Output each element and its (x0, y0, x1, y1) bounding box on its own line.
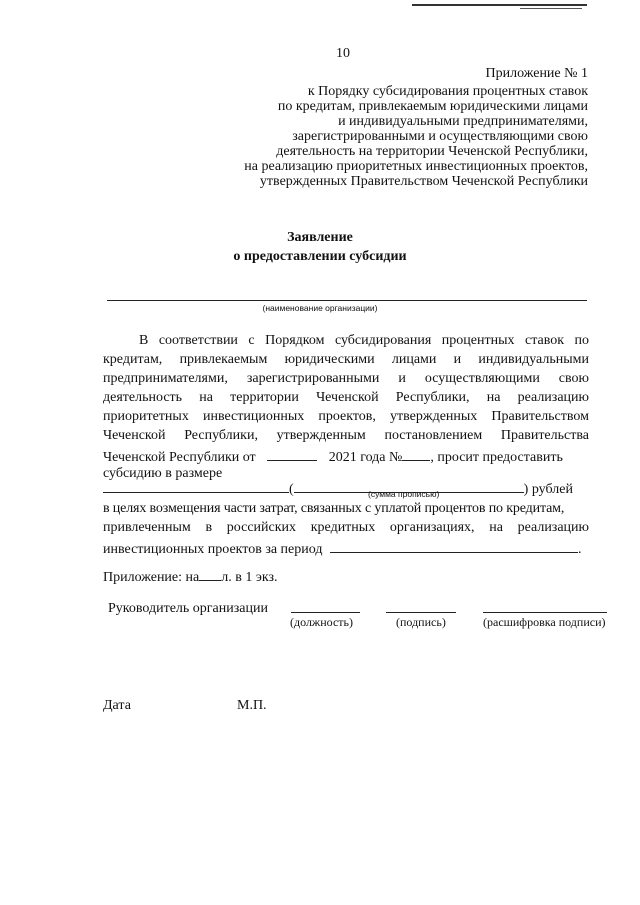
body-line: кредитам, привлекаемым юридическими лицами и индивидуальными (103, 352, 589, 367)
purpose-line-period (103, 539, 589, 558)
sign-field[interactable] (386, 612, 456, 613)
pages-field[interactable] (199, 567, 221, 581)
purpose-line: привлеченным в российских кредитных организациях, на реализацию (103, 520, 589, 535)
scan-artifact-line (412, 4, 587, 6)
appendix-line: деятельность на территории Чеченской Республики, (276, 144, 588, 159)
document-subtitle: о предоставлении субсидии (233, 249, 407, 264)
document-title: Заявление (287, 230, 353, 245)
body-line: предпринимателями, зарегистрированными и осуществляющими свою (103, 371, 589, 386)
decode-caption: (расшифровка подписи) (483, 615, 606, 629)
appendix-line: зарегистрированными и осуществляющими свою (292, 129, 588, 144)
body-line: приоритетных инвестиционных проектов, утвержденных Правительством (103, 409, 589, 424)
attachment-text: л. в 1 экз. (221, 570, 278, 585)
appendix-line: на реализацию приоритетных инвестиционных проектов, (244, 159, 588, 174)
appendix-line: по кредитам, привлекаемым юридическими лицами (277, 99, 588, 114)
stamp-label: М.П. (237, 698, 267, 713)
amount-open: ( (289, 482, 294, 497)
position-caption: (должность) (290, 615, 353, 629)
attachment-text: Приложение: на (103, 570, 200, 585)
date-field[interactable] (267, 447, 317, 461)
page-number: 10 (336, 46, 350, 61)
signature-label: Руководитель организации (108, 601, 268, 616)
org-name-field[interactable] (107, 300, 587, 301)
body-line-date (103, 447, 589, 466)
body-line: В соответствии с Порядком субсидирования процентных ставок по (139, 333, 589, 348)
appendix-header (244, 66, 588, 189)
attachment-line (103, 567, 589, 586)
body-text: , просит предоставить (430, 450, 563, 465)
date-label: Дата (103, 698, 131, 713)
appendix-line: к Порядку субсидирования процентных ставок (307, 84, 588, 99)
number-field[interactable] (402, 447, 430, 461)
amount-close: ) рублей (523, 482, 573, 497)
appendix-line: утвержденных Правительством Чеченской Республики (259, 174, 588, 189)
purpose-end: . (577, 542, 582, 557)
decode-field[interactable] (483, 612, 607, 613)
sign-caption: (подпись) (396, 615, 446, 629)
body-line: Чеченской Республики, утвержденным постановлением Правительства (103, 428, 589, 443)
purpose-text: инвестиционных проектов за период (103, 542, 323, 557)
body-line: деятельность на территории Чеченской Республики, на реализацию (103, 390, 589, 405)
appendix-title: Приложение № 1 (485, 66, 588, 81)
amount-line (103, 479, 589, 498)
scan-artifact-line (520, 8, 582, 9)
body-text: 2021 года № (328, 450, 403, 465)
amount-digits-field[interactable] (103, 479, 289, 493)
position-field[interactable] (291, 612, 360, 613)
body-line: субсидию в размере (103, 466, 223, 481)
period-field[interactable] (330, 539, 578, 553)
org-name-caption: (наименование организации) (262, 303, 378, 313)
purpose-line: в целях возмещения части затрат, связанных с уплатой процентов по кредитам, (103, 501, 565, 516)
amount-caption: (сумма прописью) (368, 489, 440, 499)
body-text: Чеченской Республики от (103, 450, 256, 465)
appendix-line: и индивидуальными предпринимателями, (338, 114, 588, 129)
